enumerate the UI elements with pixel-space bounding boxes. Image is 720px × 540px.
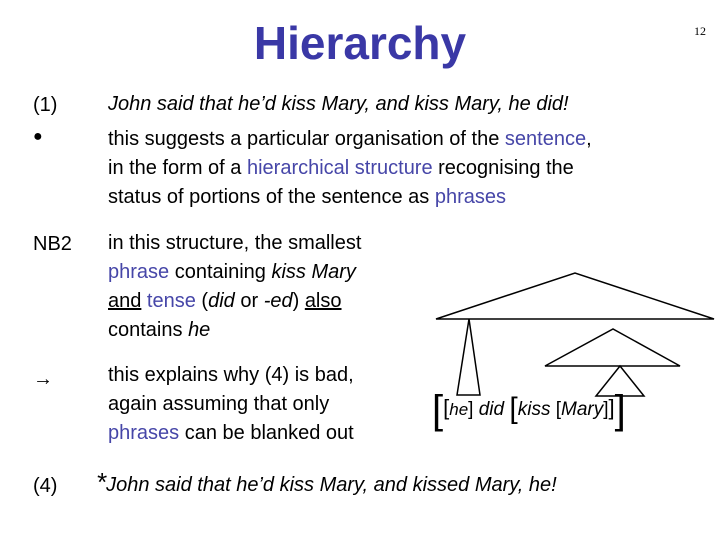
nb2-line-3: and tense (did or -ed) also <box>108 290 342 312</box>
nb2-line-2: phrase containing kiss Mary <box>108 261 356 283</box>
example-1-label: (1) <box>33 94 58 116</box>
arrow-line-2: again assuming that only <box>108 393 330 415</box>
nb2-label: NB2 <box>33 233 72 255</box>
slide-title: Hierarchy <box>253 17 467 69</box>
example-1-sentence: John said that he’d kiss Mary, and kiss Mary, he did! <box>108 93 569 115</box>
example-4-sentence: *John said that he’d kiss Mary, and kissed Mary, he! <box>96 467 557 497</box>
arrow-line-1: this explains why (4) is bad, <box>108 364 354 386</box>
page-number: 12 <box>694 24 706 38</box>
tree-triangle-outer <box>436 273 714 319</box>
bullet-line-3: status of portions of the sentence as phrases <box>108 186 507 208</box>
bullet-line-1: this suggests a particular organisation of the sentence, <box>108 128 592 150</box>
nb2-line-1: in this structure, the smallest <box>108 232 362 254</box>
bullet-line-2: in the form of a hierarchical structure recognising the <box>108 157 574 179</box>
tree-triangle-he <box>457 319 480 395</box>
arrow-label: → <box>33 368 53 390</box>
bracketed-structure: [[he] did [kiss [Mary]]] <box>432 388 626 432</box>
arrow-line-3: phrases can be blanked out <box>108 422 354 444</box>
tree-triangle-kiss <box>545 329 680 366</box>
example-4-label: (4) <box>33 475 58 497</box>
nb2-line-4: contains he <box>108 319 211 341</box>
bullet-marker: ● <box>33 128 43 145</box>
